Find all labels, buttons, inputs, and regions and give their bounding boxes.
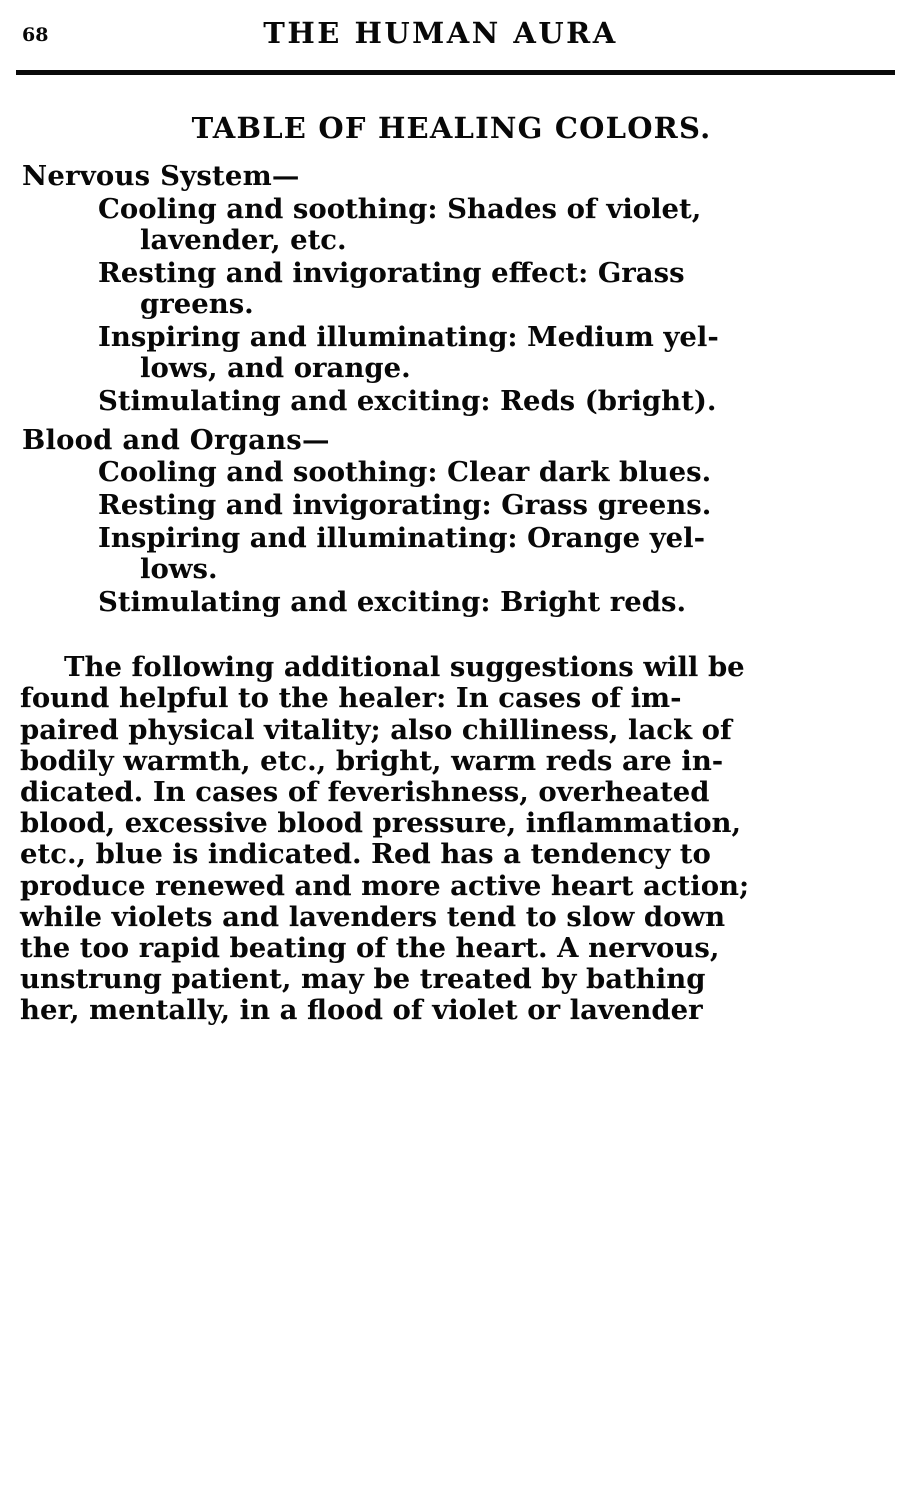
entry-line: Inspiring and illuminating: Medium yel- — [98, 320, 719, 353]
paragraph-line — [20, 808, 895, 839]
entry-line: Resting and invigorating effect: Grass — [98, 256, 685, 289]
page-number: 68 — [22, 24, 49, 46]
header-rule — [16, 70, 895, 75]
running-title: THE HUMAN AURA — [263, 16, 618, 50]
paragraph-line-text: produce renewed and more active heart action; — [20, 869, 750, 902]
paragraph-line-text: blood, excessive blood pressure, inflammation, — [20, 807, 742, 840]
entry-line: Cooling and soothing: Shades of violet, — [98, 192, 702, 225]
paragraph-line — [20, 871, 895, 902]
paragraph-line-text: while violets and lavenders tend to slow down — [20, 900, 726, 933]
list-item — [98, 457, 893, 488]
list-item — [98, 490, 893, 521]
entry-line: Stimulating and exciting: Bright reds. — [98, 586, 687, 619]
paragraph-line-text: found helpful to the healer: In cases of im- — [20, 682, 682, 715]
paragraph-line-text: unstrung patient, may be treated by bathing — [20, 963, 706, 996]
entry-line: Cooling and soothing: Clear dark blues. — [98, 456, 712, 489]
list-item — [98, 523, 893, 585]
paragraph-line — [20, 995, 895, 1026]
list-item — [98, 258, 893, 320]
healing-colors-table — [22, 161, 893, 618]
entry-line: Stimulating and exciting: Reds (bright). — [98, 384, 717, 417]
entry-line: Inspiring and illuminating: Orange yel- — [98, 522, 706, 555]
paragraph-line-text: the too rapid beating of the heart. A nervous, — [20, 931, 720, 964]
table-group — [22, 425, 893, 619]
entry-line: greens. — [140, 287, 254, 320]
list-item — [98, 587, 893, 618]
entry-line: lavender, etc. — [140, 223, 347, 256]
paragraph-line-text: etc., blue is indicated. Red has a tendency to — [20, 838, 711, 871]
entry-line: lows, and orange. — [140, 351, 411, 384]
paragraph-line — [20, 746, 895, 777]
paragraph-line — [20, 902, 895, 933]
list-item — [98, 322, 893, 384]
entry-line: lows. — [140, 553, 218, 586]
list-item — [98, 194, 893, 256]
section-title: TABLE OF HEALING COLORS. — [191, 111, 712, 145]
running-head — [22, 12, 889, 64]
paragraph-line-text: The following additional suggestions will be — [64, 651, 745, 684]
paragraph-line — [20, 933, 895, 964]
paragraph-line — [20, 683, 895, 714]
paragraph-line — [20, 964, 895, 995]
body-paragraph — [20, 652, 895, 1026]
paragraph-line — [20, 715, 895, 746]
group-heading: Nervous System— — [22, 160, 300, 192]
paragraph-line-text: bodily warmth, etc., bright, warm reds are in- — [20, 744, 724, 777]
entry-line: Resting and invigorating: Grass greens. — [98, 489, 712, 522]
paragraph-line — [20, 652, 895, 683]
paragraph-line-text: paired physical vitality; also chilliness, lack of — [20, 713, 732, 746]
paragraph-line — [20, 777, 895, 808]
paragraph-line-text: her, mentally, in a flood of violet or lavender — [20, 994, 703, 1027]
table-group — [22, 161, 893, 417]
paragraph-line-text: dicated. In cases of feverishness, overheated — [20, 775, 710, 808]
group-heading: Blood and Organs— — [22, 423, 330, 456]
paragraph-line — [20, 839, 895, 870]
list-item — [98, 386, 893, 417]
